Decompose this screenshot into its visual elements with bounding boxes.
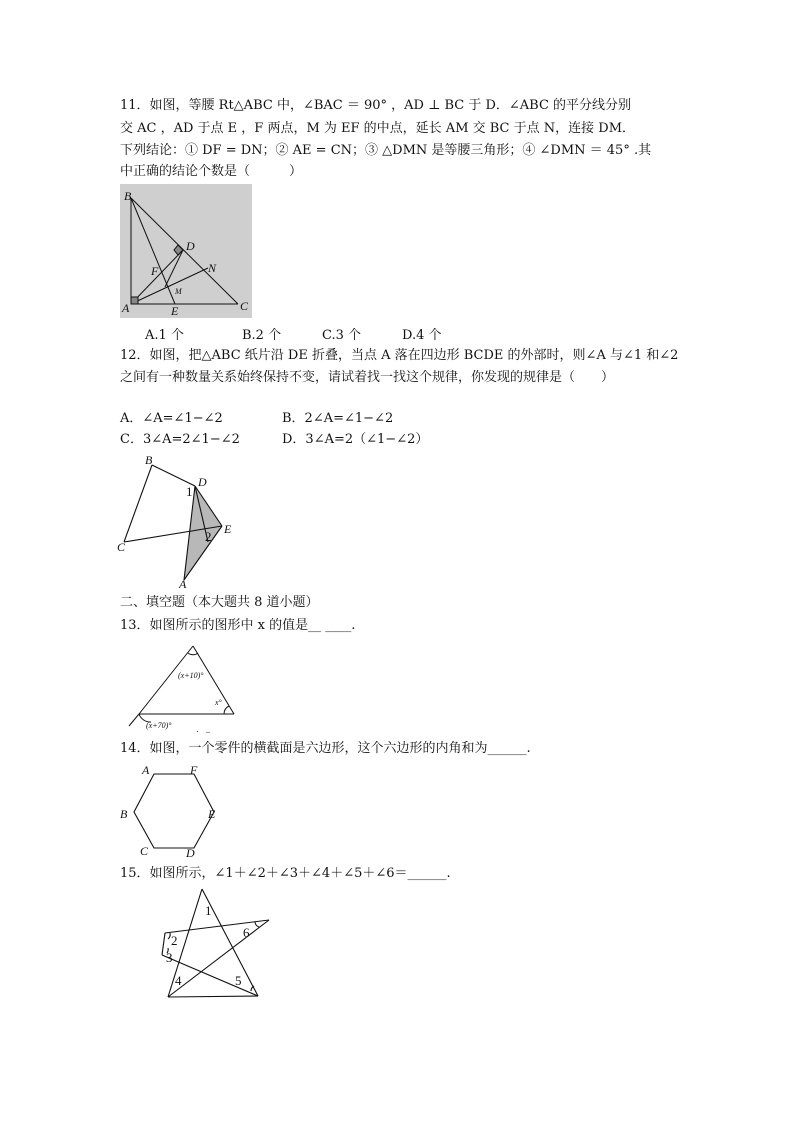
label-E: E [171,304,179,318]
label-C: C [117,540,126,554]
label-tail: ． _ [196,725,210,734]
q13-text: 13．如图所示的图形中 x 的值是__ ____. [120,618,356,633]
label-N: N [208,261,217,275]
label-angle-6: 6 [243,925,250,940]
q12-choice-c: C．3∠A=2∠1−∠2 [120,432,240,447]
q12-line-2: 之间有一种数量关系始终保持不变，请试着找一找这个规律，你发现的规律是（ ） [120,370,615,385]
q15-figure [155,885,280,1005]
q12-diagram [116,452,246,592]
q15-diagram [155,885,280,1005]
q12-figure [116,452,246,592]
label-top-angle: (x+10)° [178,671,204,680]
q11-line-4: 中正确的结论个数是（ ） [120,164,303,179]
label-M: M [175,287,182,296]
label-angle-3: 3 [166,950,173,965]
q11-line-2: 交 AC ，AD 于点 E ，F 两点，M 为 EF 的中点，延长 AM 交 BC 于点 N，连接 DM． [120,121,636,136]
label-bottom-angle: (x+70)° [146,721,172,730]
q11-choice-d: D.4 个 [402,328,442,343]
q13-diagram [126,640,241,735]
label-A: A [179,577,187,591]
label-right-angle: x° [215,698,222,707]
q11-choice-a: A.1 个 [145,328,184,343]
label-C: C [140,844,149,858]
section-heading: 二、填空题（本大题共 8 道小题） [120,595,319,610]
label-F: F [151,264,159,278]
q14-diagram [118,760,228,860]
q12-choice-d: D．3∠A=2（∠1−∠2） [282,432,429,447]
q11-choice-b: B.2 个 [242,328,282,343]
label-E: E [208,807,216,821]
label-C: C [240,299,249,313]
label-B: B [145,453,153,467]
q14-text: 14．如图，一个零件的横截面是六边形，这个六边形的内角和为______. [120,741,531,756]
label-angle-1: 1 [205,903,212,918]
label-angle-5: 5 [235,973,242,988]
q11-choice-c: C.3 个 [322,328,362,343]
q12-choice-b: B．2∠A=∠1−∠2 [282,411,394,426]
label-angle-4: 4 [175,973,182,988]
label-angle-1: 1 [186,484,193,499]
label-B: B [120,807,128,821]
label-A: A [142,763,150,777]
q11-diagram [120,184,252,318]
q14-figure [118,760,228,860]
label-D: D [186,239,195,253]
label-angle-2: 2 [171,933,178,948]
q15-text: 15．如图所示，∠1＋∠2＋∠3＋∠4＋∠5＋∠6＝______. [120,866,451,881]
q11-line-3: 下列结论：① DF = DN；② AE = CN；③ △DMN 是等腰三角形；④ ∠DMN ＝ 45° .其 [120,143,652,158]
q12-line-1: 12．如图，把△ABC 纸片沿 DE 折叠，当点 A 落在四边形 BCDE 的外部时，则∠A 与∠1 和∠2 [120,348,679,363]
label-angle-2: 2 [205,529,212,544]
q11-figure [120,184,252,318]
label-D: D [186,846,195,860]
label-B: B [124,189,132,203]
q11-line-1: 11．如图，等腰 Rt△ABC 中，∠BAC ＝ 90° ，AD ⊥ BC 于 D．∠ABC 的平分线分别 [120,98,632,113]
label-F: F [190,763,198,777]
label-D: D [198,475,207,489]
q12-choice-a: A．∠A=∠1−∠2 [120,411,223,426]
q13-figure [126,640,241,735]
label-E: E [224,522,232,536]
label-A: A [122,301,130,315]
